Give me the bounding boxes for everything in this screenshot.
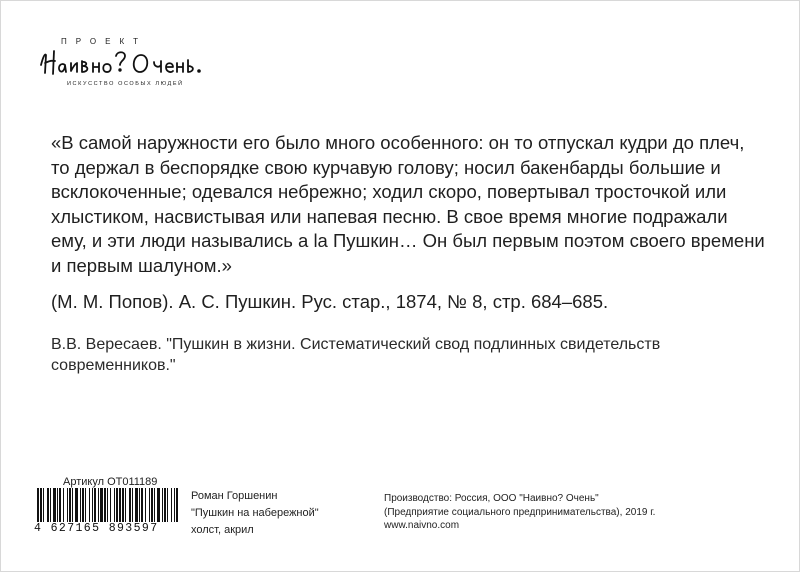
logo-top-text: ПРОЕКТ [61,37,148,46]
logo-handwritten-wordmark [37,45,227,79]
artwork-medium: холст, акрил [191,524,254,536]
artwork-info [191,488,319,539]
quote-source: (М. М. Попов). А. С. Пушкин. Рус. стар., 1874, № 8, стр. 684–685. [51,291,609,312]
barcode-digits: 4 627165 893597 [34,522,180,535]
production-website: www.naivno.com [384,520,460,531]
production-line-1: Производство: Россия, ООО "Наивно? Очень" [384,493,599,504]
production-info [384,492,655,533]
artwork-title: "Пушкин на набережной" [191,507,319,519]
article-number: Артикул OT011189 [63,476,158,488]
artwork-author: Роман Горшенин [191,490,278,502]
production-line-2: (Предприятие социального предпринимательства), 2019 г. [384,506,656,518]
quote-text: «В самой наружности его было много особенного: он то отпускал кудри до плеч, то держал в беспорядке свою курчавую голову; носил бакенбарды большие и всклокоченные; одевался небрежно; ходил скоро, повертывал тросточкой или хлыстиком, насвистывая или напевая песню. В свое время многие подражали ему, и эти люди назывались a la Пушкин… Он был первым поэтом своего времени и первым шалуном.» [51,132,765,276]
logo-tagline: ИСКУССТВО ОСОБЫХ ЛЮДЕЙ [67,81,184,87]
book-reference: В.В. Вересаев. "Пушкин в жизни. Систематический свод подлинных свидетельств современников." [51,336,661,374]
